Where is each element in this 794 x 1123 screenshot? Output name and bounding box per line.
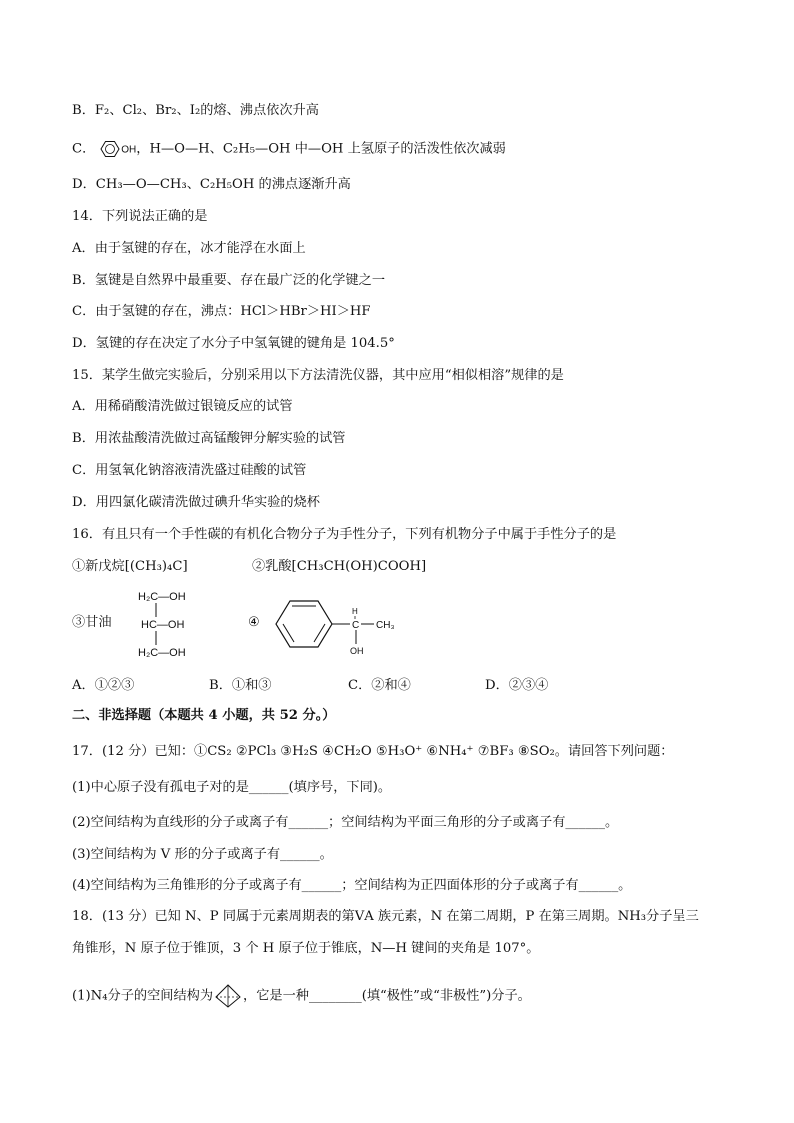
q16-stem: 16．有且只有一个手性碳的有机化合物分子为手性分子，下列有机物分子中属于手性分子的是: [72, 527, 617, 542]
q14-stem: 14．下列说法正确的是: [72, 209, 208, 224]
section-2-heading: 二、非选择题（本题共 4 小题，共 52 分。）: [72, 708, 336, 723]
q17-part-4: (4)空间结构为三角锥形的分子或离子有______；空间结构为正四面体形的分子或离子有______。: [72, 878, 632, 893]
glycerol-row-1: H₂C—OH: [138, 591, 186, 603]
svg-text:H: H: [352, 607, 358, 616]
q16-option-d: D．②③④: [485, 678, 549, 693]
q15-option-a: A．用稀硝酸清洗做过银镜反应的试管: [72, 399, 293, 414]
q18-stem-line-2: 角锥形，N 原子位于锥顶，3 个 H 原子位于锥底，N—H 键间的夹角是 107°。: [72, 941, 540, 956]
phenol-ring-icon: [95, 138, 121, 160]
q14-option-d: D．氢键的存在决定了水分子中氢氧键的键角是 104.5°: [72, 336, 395, 351]
q15-option-b: B．用浓盐酸清洗做过高锰酸钾分解实验的试管: [72, 431, 346, 446]
q14-option-c: C．由于氢键的存在，沸点：HCl＞HBr＞HI＞HF: [72, 304, 371, 319]
q13-option-c: [72, 138, 506, 160]
phenylethanol-structure: [268, 592, 408, 662]
q16-item-1: ①新戊烷[(CH₃)₄C]: [72, 559, 188, 574]
q16-item-3-label: ③甘油: [72, 615, 112, 630]
q17-part-1: (1)中心原子没有孤电子对的是______(填序号，下同)。: [72, 780, 392, 795]
q16-option-a: A．①②③: [72, 678, 135, 693]
q16-option-b: B．①和③: [209, 678, 272, 693]
q14-option-b: B．氢键是自然界中最重要、存在最广泛的化学键之一: [72, 273, 386, 288]
q15-stem: 15．某学生做完实验后，分别采用以下方法清洗仪器，其中应用“相似相溶”规律的是: [72, 368, 564, 383]
q14-option-a: A．由于氢键的存在，冰才能浮在水面上: [72, 241, 306, 256]
svg-text:C: C: [352, 620, 360, 631]
q15-option-c: C．用氢氧化钠溶液清洗盛过硅酸的试管: [72, 463, 307, 478]
q16-option-c: C．②和④: [348, 678, 411, 693]
phenylethanol-oh: OH: [350, 646, 364, 656]
q16-item-2: ②乳酸[CH₃CH(OH)COOH]: [252, 559, 427, 574]
q18-part-1: [72, 983, 531, 1009]
phenylethanol-ch3: CH₃: [376, 620, 395, 631]
q15-option-d: D．用四氯化碳清洗做过碘升华实验的烧杯: [72, 495, 320, 510]
glycerol-row-3: H₂C—OH: [138, 647, 186, 659]
glycerol-structure: [132, 586, 216, 662]
q13-option-c-prefix: C．: [72, 141, 96, 157]
q16-item-4-label: ④: [248, 615, 260, 630]
q13-option-d: D．CH₃—O—CH₃、C₂H₅OH 的沸点逐渐升高: [72, 177, 351, 192]
q18-part-1-suffix: ，它是一种________(填“极性”或“非极性”)分子。: [243, 988, 531, 1004]
q18-part-1-prefix: (1)N₄分子的空间结构为: [72, 988, 214, 1004]
tetrahedron-icon: [213, 983, 243, 1009]
q13-option-c-rest: ，H—O—H、C₂H₅—OH 中—OH 上氢原子的活泼性依次减弱: [136, 141, 506, 157]
glycerol-row-2: HC—OH: [141, 619, 185, 631]
q17-part-3: (3)空间结构为 V 形的分子或离子有______。: [72, 847, 333, 862]
q13-phenol-oh: OH: [121, 144, 137, 156]
q18-stem-line-1: 18．(13 分）已知 N、P 同属于元素周期表的第ⅤA 族元素，N 在第二周期，P 在第三周期。NH₃分子呈三: [72, 909, 699, 924]
q17-stem: 17．(12 分）已知：①CS₂ ②PCl₃ ③H₂S ④CH₂O ⑤H₃O⁺ ⑥NH₄⁺ ⑦BF₃ ⑧SO₂。请回答下列问题：: [72, 744, 674, 759]
q17-part-2: (2)空间结构为直线形的分子或离子有______；空间结构为平面三角形的分子或离子有______。: [72, 815, 619, 830]
q13-option-b: B．F₂、Cl₂、Br₂、I₂的熔、沸点依次升高: [72, 103, 319, 118]
